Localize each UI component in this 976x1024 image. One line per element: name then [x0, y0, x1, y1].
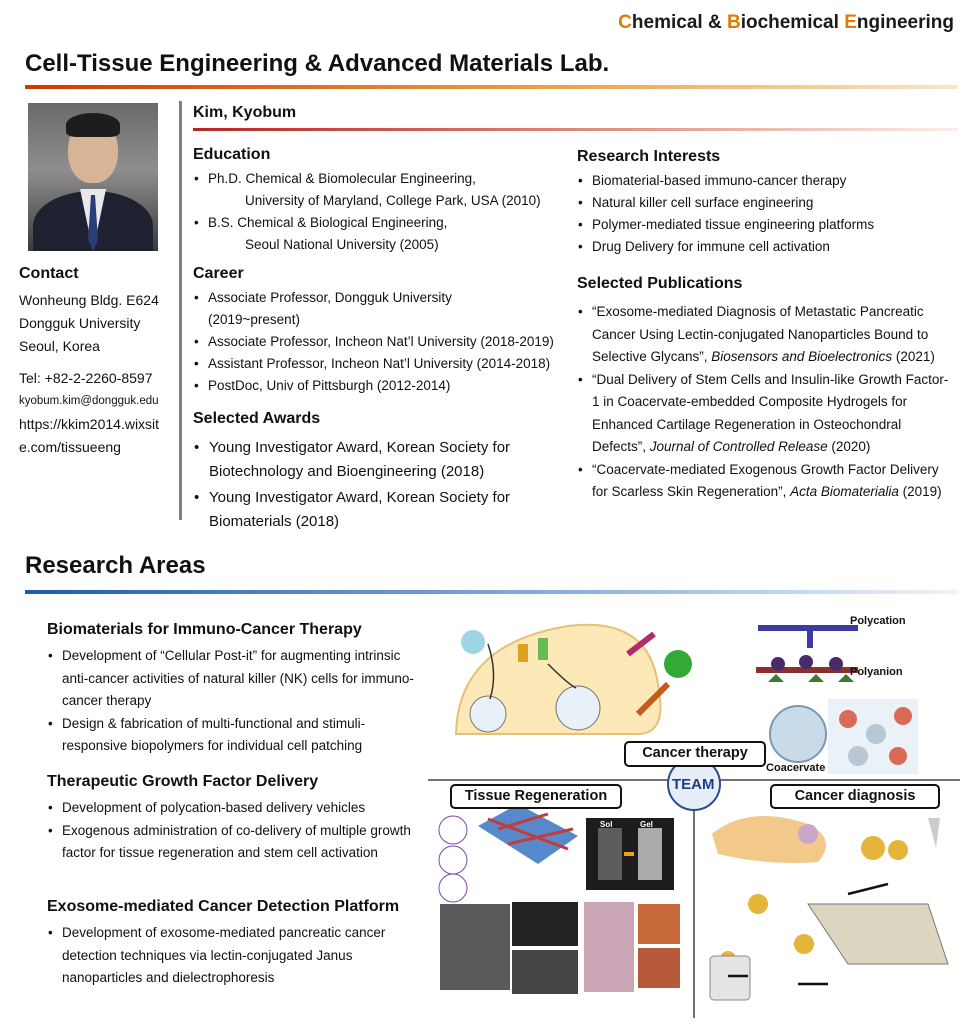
research-figure [428, 604, 960, 1018]
vertical-divider [179, 101, 182, 520]
dept-letter-c: C [618, 12, 632, 33]
professor-name: Kim, Kyobum [193, 104, 297, 121]
dept-text-3: ngineering [856, 12, 954, 33]
team-logo: TEAM [672, 776, 715, 793]
address-line: Wonheung Bldg. E624 [19, 292, 159, 308]
cancer-diagnosis-label: Cancer diagnosis [770, 784, 940, 809]
research-area [47, 621, 417, 758]
website-url-part2[interactable]: e.com/tissueeng [19, 439, 121, 455]
publication-item: • “Exosome-mediated Diagnosis of Metastatic Pancreatic Cancer Using Lectin-conjugated Nanoparticles Bound to Selective Glycans”, Biosensors and Bioelectronics (2021) [577, 301, 952, 369]
interest-item: • Biomaterial-based immuno-cancer therapy [577, 170, 957, 192]
research-area-item: • Development of exosome-mediated pancreatic cancer detection techniques via lectin-conjugated Janus nanoparticles and dielectrophoresis [47, 922, 417, 990]
education-title: Education [193, 146, 271, 163]
dept-letter-e: E [844, 12, 857, 33]
award-item: • Young Investigator Award, Korean Society for Biomaterials (2018) [193, 486, 538, 534]
career-section [193, 265, 573, 397]
publication-item: • “Dual Delivery of Stem Cells and Insulin-like Growth Factor-1 in Coacervate-embedded Composite Hydrogels for Enhanced Cartilage Regeneration in Osteochondral Defects”, Journal of Controlled Release (2020) [577, 369, 952, 459]
polyanion-label: Polyanion [850, 666, 903, 678]
awards-section [193, 410, 538, 536]
cancer-therapy-label: Cancer therapy [624, 741, 766, 767]
education-item: • B.S. Chemical & Biological Engineering, Seoul National University (2005) [193, 212, 573, 256]
research-area-item: • Development of “Cellular Post-it” for augmenting intrinsic anti-cancer activities of natural killer (NK) cells for immuno-cancer therapy [47, 645, 417, 713]
interests-section [577, 148, 957, 258]
publications-section [577, 275, 952, 504]
research-areas-title: Research Areas [25, 552, 206, 579]
profile-photo [28, 103, 158, 251]
interests-title: Research Interests [577, 148, 721, 165]
polycation-label: Polycation [850, 615, 906, 627]
email-link[interactable]: kyobum.kim@dongguk.edu [19, 395, 159, 407]
career-item: • Associate Professor, Dongguk University (2019~present) [193, 287, 483, 331]
research-area [47, 773, 417, 865]
research-area-title: Therapeutic Growth Factor Delivery [47, 773, 319, 790]
career-item: • Assistant Professor, Incheon Nat’l University (2014-2018) [193, 353, 573, 375]
interest-item: • Drug Delivery for immune cell activation [577, 236, 957, 258]
research-area-title: Exosome-mediated Cancer Detection Platform [47, 898, 400, 915]
contact-block [19, 262, 179, 459]
sol-label: Sol [600, 820, 613, 829]
career-title: Career [193, 265, 244, 282]
publications-title: Selected Publications [577, 275, 743, 292]
research-area [47, 898, 417, 990]
address-line: Seoul, Korea [19, 338, 100, 354]
coacervate-label: Coacervate [766, 762, 826, 774]
gel-label: Gel [640, 820, 653, 829]
career-item: • PostDoc, Univ of Pittsburgh (2012-2014) [193, 375, 573, 397]
research-area-item: • Development of polycation-based delivery vehicles [47, 797, 417, 820]
interest-item: • Polymer-mediated tissue engineering platforms [577, 214, 957, 236]
research-area-item: • Exogenous administration of co-delivery of multiple growth factor for tissue regeneration and stem cell activation [47, 820, 417, 865]
research-divider [25, 590, 958, 594]
research-area-title: Biomaterials for Immuno-Cancer Therapy [47, 621, 362, 638]
address-line: Dongguk University [19, 315, 141, 331]
contact-title: Contact [19, 265, 79, 282]
research-area-item: • Design & fabrication of multi-functional and stimuli-responsive biopolymers for individual cell patching [47, 713, 417, 758]
phone: Tel: +82-2-2260-8597 [19, 370, 153, 386]
dept-text-1: hemical & [631, 12, 727, 33]
department-title [618, 12, 954, 34]
career-item: • Associate Professor, Incheon Nat’l University (2018-2019) [193, 331, 573, 353]
publication-item: • “Coacervate-mediated Exogenous Growth Factor Delivery for Scarless Skin Regeneration”, Acta Biomaterialia (2019) [577, 459, 952, 504]
tissue-regeneration-label: Tissue Regeneration [450, 784, 622, 809]
dept-text-2: iochemical [740, 12, 845, 33]
lab-title: Cell-Tissue Engineering & Advanced Materials Lab. [25, 50, 610, 77]
interest-item: • Natural killer cell surface engineering [577, 192, 957, 214]
website-link[interactable] [19, 413, 179, 459]
award-item: • Young Investigator Award, Korean Society for Biotechnology and Bioengineering (2018) [193, 436, 538, 484]
education-section [193, 146, 573, 256]
name-divider [193, 128, 958, 131]
awards-title: Selected Awards [193, 410, 321, 427]
title-divider [25, 85, 958, 89]
website-url-part1[interactable]: https://kkim2014.wixsit [19, 416, 160, 432]
dept-letter-b: B [726, 12, 741, 33]
education-item: • Ph.D. Chemical & Biomolecular Engineering, University of Maryland, College Park, USA (2010) [193, 168, 573, 212]
